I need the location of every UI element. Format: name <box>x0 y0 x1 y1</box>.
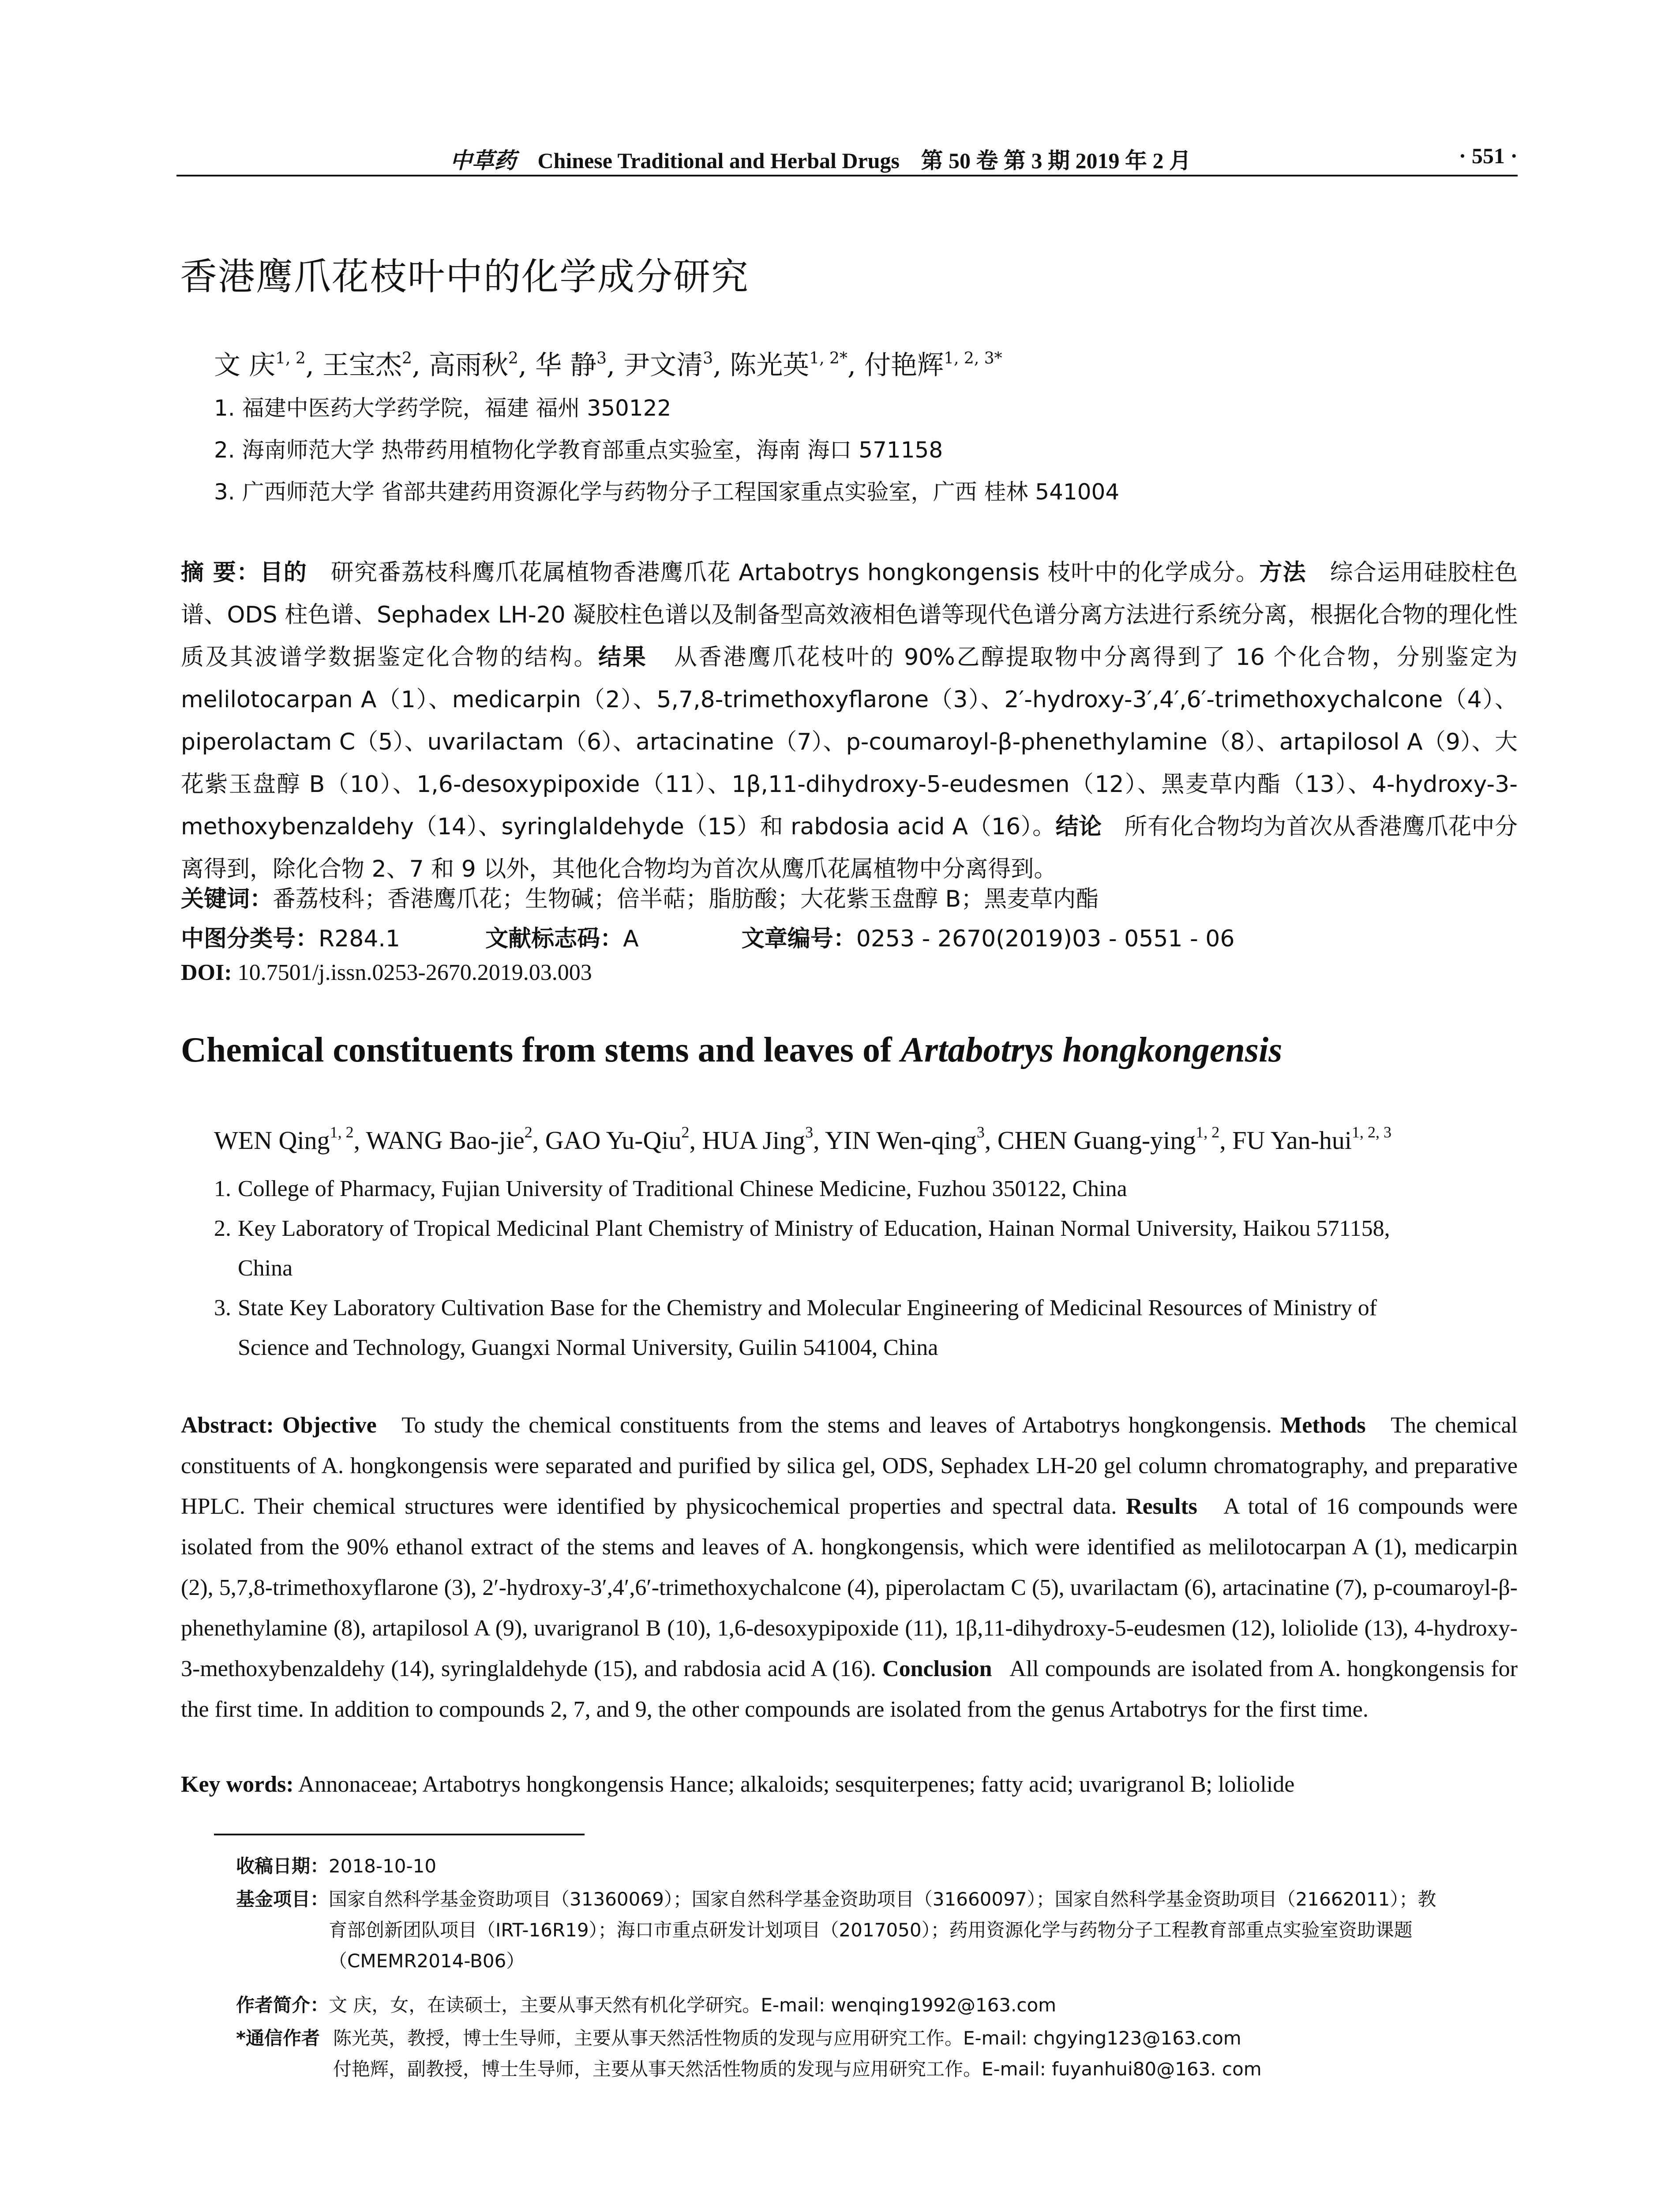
author-en: WANG Bao-jie <box>366 1126 525 1155</box>
journal-name-cn: 中草药 <box>450 147 516 173</box>
keywords-cn-label: 关键词： <box>181 886 273 912</box>
page-number: · 551 · <box>1459 143 1518 168</box>
received-label: 收稿日期： <box>236 1855 329 1877</box>
keywords-cn-text: 番荔枝科；香港鹰爪花；生物碱；倍半萜；脂肪酸；大花紫玉盘醇 B；黑麦草内酯 <box>273 886 1099 912</box>
author-en: YIN Wen-qing <box>825 1126 977 1155</box>
authors-en: WEN Qing$^{1, 2}$, WANG Bao-jie$^2$, GAO Yu-Qiu$^2$, HUA Jing$^3$, YIN Wen-qing$^3$, CHEN Guang-ying$^{1, 2}$, FU Yan-hui$^{1, 2, 3}$ <box>214 1123 1392 1155</box>
authors-cn: 文 庆$^{1, 2}$, 王宝杰$^2$, 高雨秋$^2$, 华 静$^3$, 尹文清$^3$, 陈光英$^{1, 2*}$, 付艳辉$^{1, 2, 3*}$ <box>214 349 1002 381</box>
affiliation-text: State Key Laboratory Cultivation Base for the Chemistry and Molecular Engineering of Medicinal Resources of Ministry of <box>238 1295 1377 1321</box>
footnote-corresponding <box>236 2023 1518 2085</box>
title-en-text: Chemical constituents from stems and leaves of <box>181 1031 901 1069</box>
author-sup: 3 <box>976 1123 985 1141</box>
journal-name <box>450 143 1191 175</box>
author-en: WEN Qing <box>214 1126 330 1155</box>
author-en: HUA Jing <box>702 1126 806 1155</box>
doi-value: 10.7501/j.issn.0253-2670.2019.03.003 <box>237 960 592 985</box>
results-en: A total of 16 compounds were isolated from the 90% ethanol extract of the stems and leaves of A. hongkongensis, which were identified as melilotocarpan A (1), medicarpin (2), 5,7,8-trimethoxyflarone (3), 2′-hydroxy-3′,4′,6′-trimethoxychalcone (4), piperolactam C (5), uvarilactam (6), artacinatine (7), p-coumaroyl-β-phenethylamine (8), artapilosol A (9), uvarigranol B (10), 1,6-desoxypipoxide (11), 1β,11-dihydroxy-5-eudesmen (12), loliolide (13), 4-hydroxy-3-methoxybenzaldehy (14), syringlaldehyde (15), and rabdosia acid A (16). <box>181 1494 1518 1681</box>
results-label-cn: 结果 <box>598 644 648 671</box>
author-sup: 1, 2 <box>330 1123 354 1141</box>
author-bio-label: 作者简介： <box>236 1994 329 2016</box>
objective-label-en: Objective <box>282 1413 377 1438</box>
footnote-author <box>236 1990 1518 2021</box>
conclusion-label-en: Conclusion <box>882 1656 992 1681</box>
footnote-received <box>236 1851 1518 1882</box>
keywords-cn <box>181 880 1099 913</box>
corresponding-label: *通信作者 <box>236 2027 320 2049</box>
conclusion-en: All compounds are isolated from A. hongkongensis for the first time. In addition to compounds 2, 7, and 9, the other compounds are isolated from the genus Artabotrys for the first time. <box>181 1656 1518 1722</box>
methods-cn: 综合运用硅胶柱色谱、ODS 柱色谱、Sephadex LH-20 凝胶柱色谱以及制备型高效液相色谱等现代色谱分离方法进行系统分离，根据化合物的理化性质及其波谱学数据鉴定化合物的结构。 <box>181 559 1518 671</box>
abstract-cn <box>181 552 1518 890</box>
affiliation-cn: 3. 广西师范大学 省部共建药用资源化学与药物分子工程国家重点实验室，广西 桂林 541004 <box>214 479 1120 505</box>
author-sup: 1, 2* <box>809 349 848 368</box>
fund-label: 基金项目： <box>236 1888 329 1910</box>
author-sup: 1, 2, 3 <box>1352 1123 1392 1141</box>
author-sup: 3 <box>703 349 713 368</box>
journal-name-en: Chinese Traditional and Herbal Drugs <box>537 148 900 173</box>
author-sup: 1, 2 <box>275 349 306 368</box>
author-sup: 2 <box>508 349 518 368</box>
title-en <box>181 1030 1282 1070</box>
affiliation-text: China <box>238 1256 293 1281</box>
author-sup: 2 <box>401 349 412 368</box>
received-date: 2018-10-10 <box>329 1855 437 1877</box>
clc-value: R284.1 <box>319 926 401 952</box>
affiliation-number: 2. <box>214 1216 231 1241</box>
running-header <box>176 140 1518 176</box>
footnote-fund <box>236 1884 1518 1977</box>
abstract-en-label: Abstract: <box>181 1413 274 1438</box>
keywords-en-label: Key words: <box>181 1772 294 1797</box>
abstract-en <box>181 1405 1518 1730</box>
corresponding-author: 付艳辉，副教授，博士生导师，主要从事天然活性物质的发现与应用研究工作。E-mail: fuyanhui80@163. com <box>333 2058 1262 2080</box>
author-sup: 1, 2, 3* <box>944 349 1002 368</box>
author-en: FU Yan-hui <box>1232 1126 1352 1155</box>
corresponding-author: 陈光英，教授，博士生导师，主要从事天然活性物质的发现与应用研究工作。E-mail: chgying123@163.com <box>333 2027 1241 2049</box>
methods-label-en: Methods <box>1280 1413 1366 1438</box>
affiliation-number: 3. <box>214 1295 231 1321</box>
doi-line <box>181 960 592 986</box>
author-en: CHEN Guang-ying <box>997 1126 1196 1155</box>
doc-code-value: A <box>623 926 639 952</box>
results-label-en: Results <box>1126 1494 1197 1519</box>
author-sup: 2 <box>681 1123 690 1141</box>
footnote-rule <box>214 1834 585 1835</box>
author-bio: 文 庆，女，在读硕士，主要从事天然有机化学研究。E-mail: wenqing1992@163.com <box>329 1994 1057 2016</box>
author-en: GAO Yu-Qiu <box>545 1126 682 1155</box>
title-cn: 香港鹰爪花枝叶中的化学成分研究 <box>180 255 750 298</box>
affiliation-cn: 1. 福建中医药大学药学院，福建 福州 350122 <box>214 395 671 421</box>
methods-label-cn: 方法 <box>1259 559 1306 586</box>
author-sup: 1, 2 <box>1196 1123 1220 1141</box>
article-number-value: 0253 - 2670(2019)03 - 0551 - 06 <box>856 926 1235 952</box>
keywords-en <box>181 1771 1294 1797</box>
affiliation-text: Key Laboratory of Tropical Medicinal Plant Chemistry of Ministry of Education, Hainan Normal University, Haikou 571158, <box>238 1216 1390 1241</box>
fund-line: 育部创新团队项目（IRT-16R19）；海口市重点研发计划项目（2017050）；药用资源化学与药物分子工程教育部重点实验室资助课题 <box>329 1919 1413 1941</box>
doi-label: DOI: <box>181 960 232 985</box>
objective-en: To study the chemical constituents from the stems and leaves of Artabotrys hongkongensis. <box>401 1413 1272 1438</box>
author-cn: 高雨秋 <box>429 350 508 381</box>
affiliation-number: 1. <box>214 1176 231 1201</box>
author-sup: 2 <box>524 1123 532 1141</box>
affiliation-text: College of Pharmacy, Fujian University of Traditional Chinese Medicine, Fuzhou 350122, China <box>238 1176 1127 1201</box>
author-sup: 3 <box>805 1123 814 1141</box>
title-en-species: Artabotrys hongkongensis <box>900 1031 1282 1069</box>
classification-line <box>181 920 1234 953</box>
author-sup: 3 <box>596 349 607 368</box>
abstract-cn-label: 摘 要： <box>181 559 260 586</box>
affiliation-en <box>214 1169 1515 1368</box>
objective-cn: 研究番荔枝科鹰爪花属植物香港鹰爪花 Artabotrys hongkongensis 枝叶中的化学成分。 <box>330 559 1260 586</box>
header-rule <box>176 175 1518 176</box>
affiliation-text: Science and Technology, Guangxi Normal University, Guilin 541004, China <box>238 1335 938 1360</box>
clc-label: 中图分类号： <box>181 926 319 952</box>
results-cn: 从香港鹰爪花枝叶的 90%乙醇提取物中分离得到了 16 个化合物，分别鉴定为 melilotocarpan A（1）、medicarpin（2）、5,7,8-trimethoxyflarone（3）、2′-hydroxy-3′,4′,6′-trimethoxychalcone（4）、piperolactam C（5）、uvarilactam（6）、artacinatine（7）、p-coumaroyl-β-phenethylamine（8）、artapilosol A（9）、大花紫玉盘醇 B（10）、1,6-desoxypipoxide（11）、1β,11-dihydroxy-5-eudesmen（12）、黑麦草内酯（13）、4-hydroxy-3-methoxybenzaldehy（14）、syringlaldehyde（15）和 rabdosia acid A（16）。 <box>181 644 1518 840</box>
fund-line: （CMEMR2014-B06） <box>329 1950 525 1972</box>
objective-label-cn: 目的 <box>260 559 308 586</box>
author-cn: 陈光英 <box>730 350 810 381</box>
author-cn: 文 庆 <box>214 350 276 381</box>
conclusion-cn: 所有化合物均为首次从香港鹰爪花中分离得到，除化合物 2、7 和 9 以外，其他化合物均为首次从鹰爪花属植物中分离得到。 <box>181 814 1518 882</box>
author-cn: 付艳辉 <box>864 350 944 381</box>
methods-en: The chemical constituents of A. hongkongensis were separated and purified by silica gel, ODS, Sephadex LH-20 gel column chromatography, and preparative HPLC. Their chemical structures were identified by physicochemical properties and spectral data. <box>181 1413 1518 1519</box>
keywords-en-text: Annonaceae; Artabotrys hongkongensis Hance; alkaloids; sesquiterpenes; fatty acid; uvarigranol B; loliolide <box>298 1772 1295 1797</box>
affiliation-cn: 2. 海南师范大学 热带药用植物化学教育部重点实验室，海南 海口 571158 <box>214 437 943 463</box>
conclusion-label-cn: 结论 <box>1055 814 1102 840</box>
author-cn: 王宝杰 <box>322 350 402 381</box>
author-cn: 尹文清 <box>623 350 703 381</box>
author-cn: 华 静 <box>535 350 597 381</box>
fund-line: 国家自然科学基金资助项目（31360069）；国家自然科学基金资助项目（31660097）；国家自然科学基金资助项目（21662011）；教 <box>329 1888 1436 1910</box>
journal-issue: 第 50 卷 第 3 期 2019 年 2 月 <box>921 148 1191 173</box>
article-number-label: 文章编号： <box>741 926 856 952</box>
doc-code-label: 文献标志码： <box>485 926 623 952</box>
